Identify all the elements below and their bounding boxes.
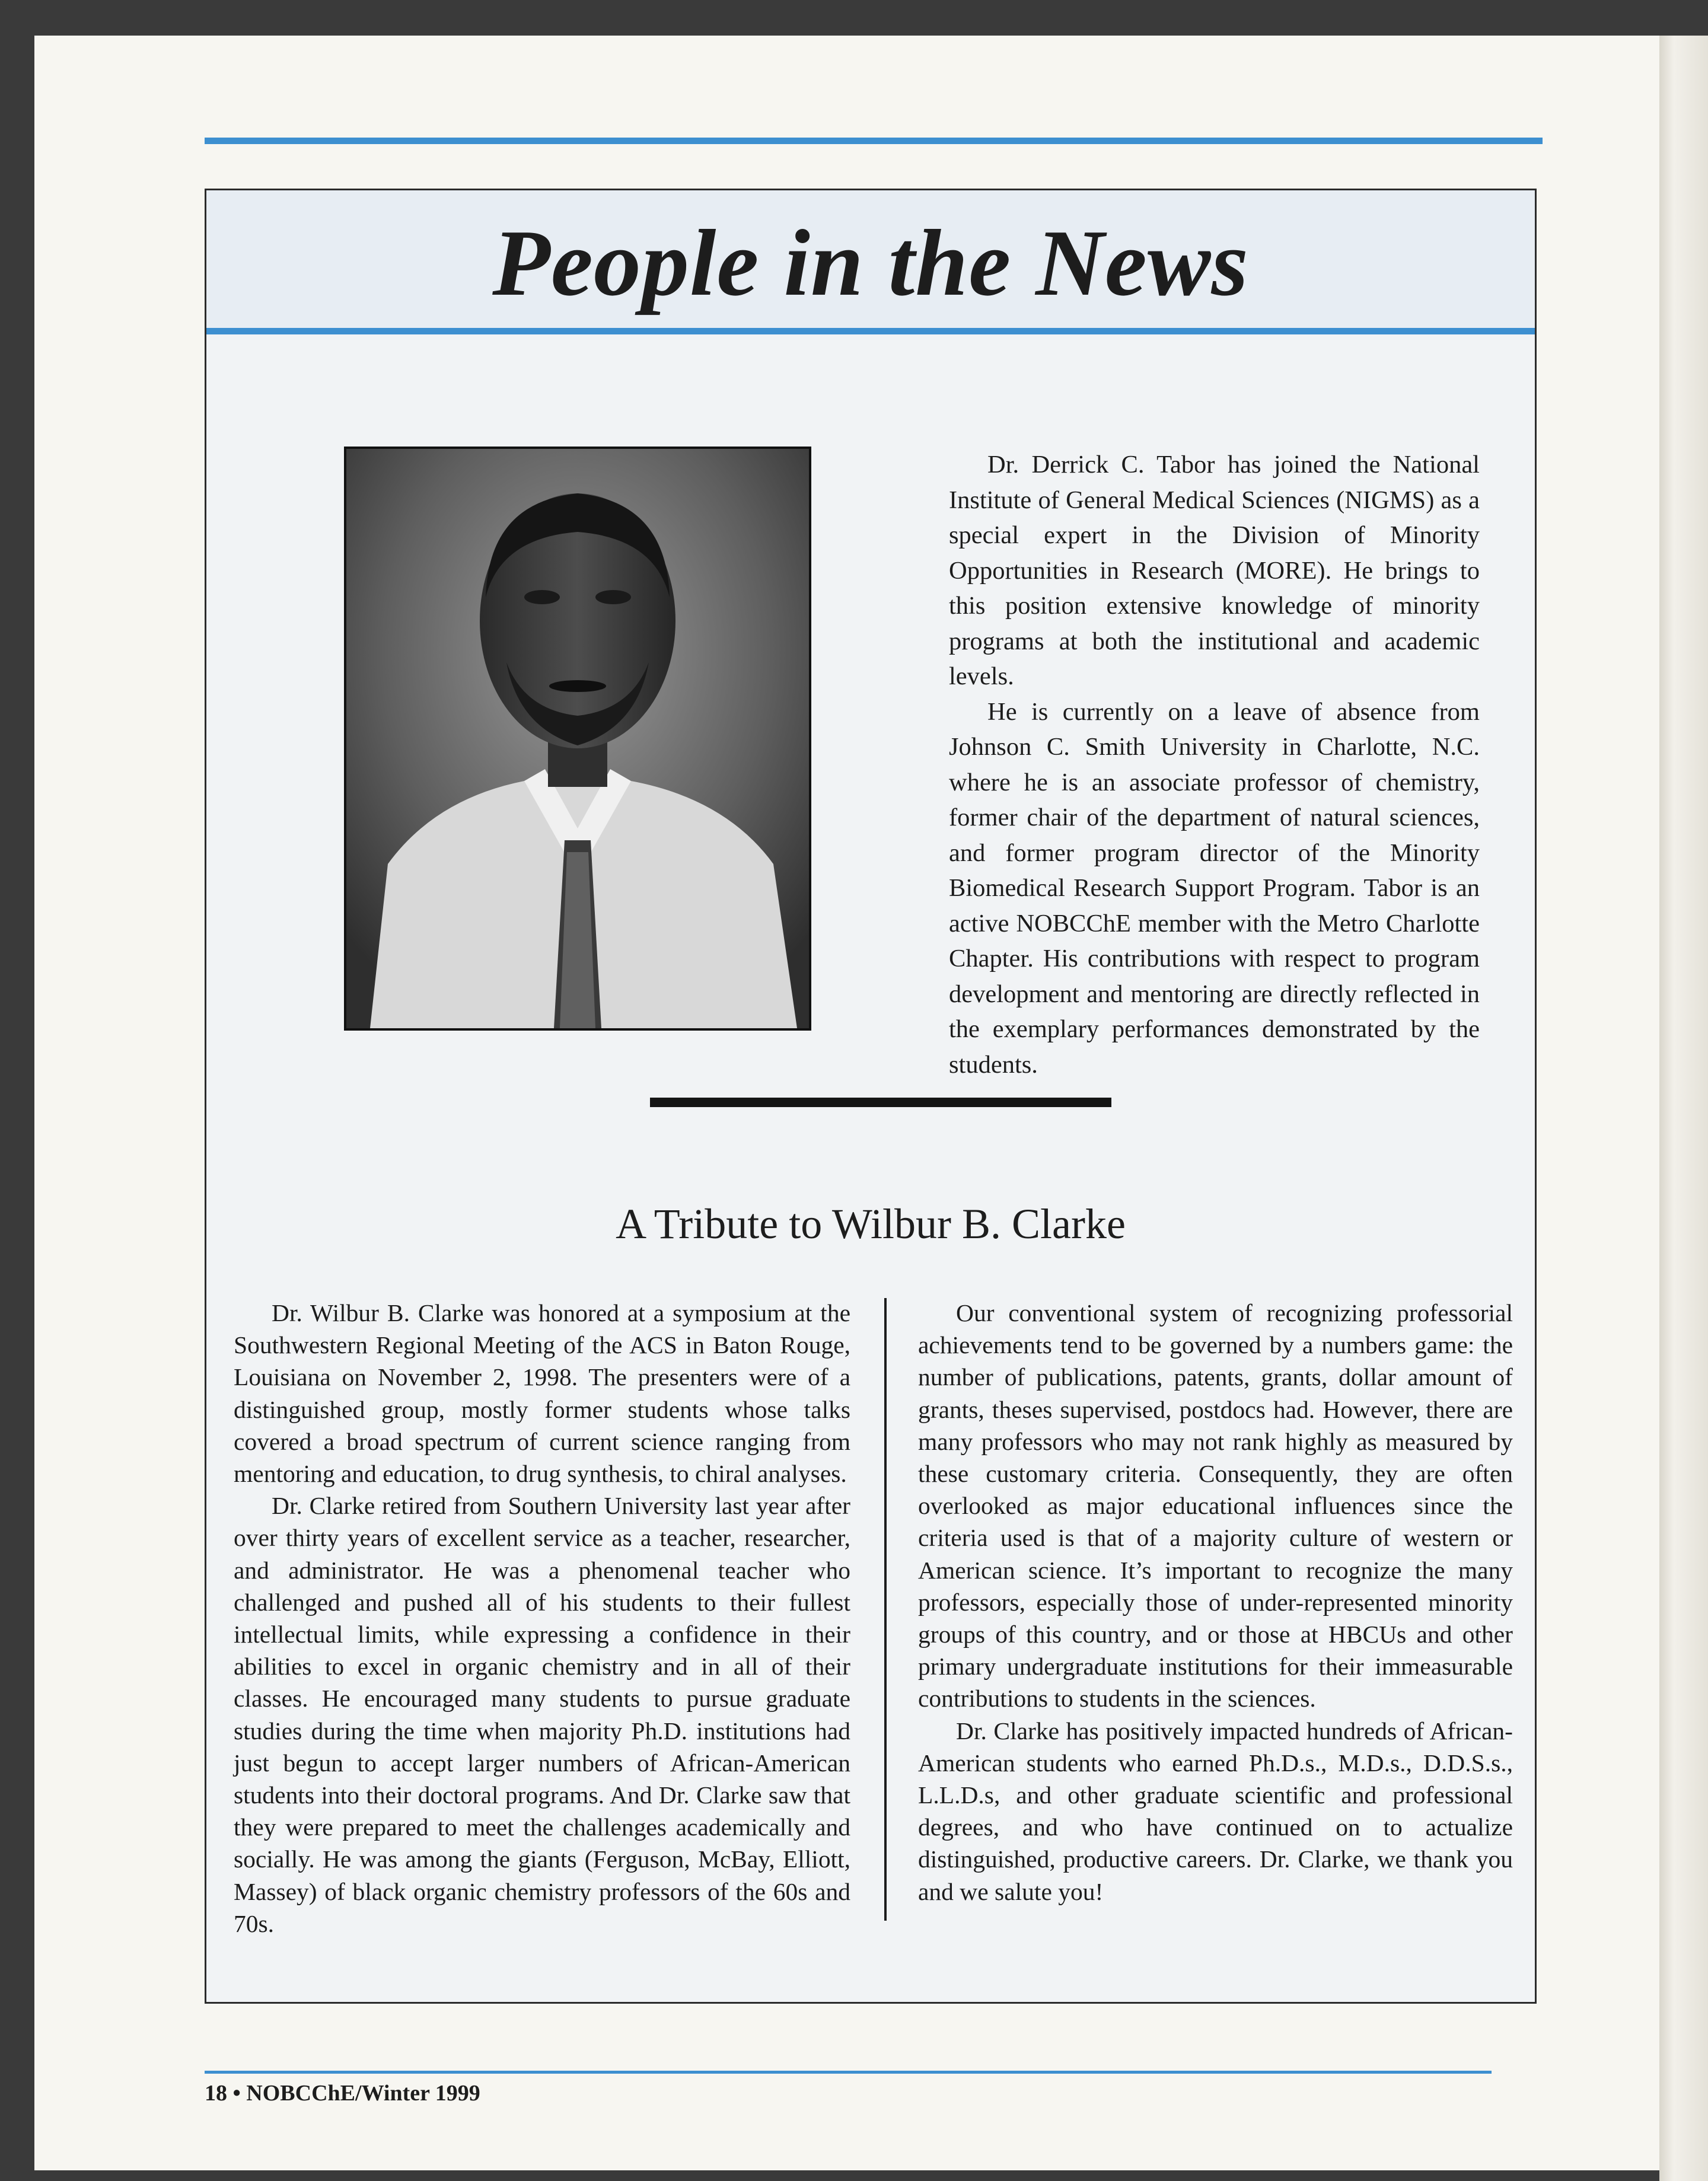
column-divider	[884, 1298, 887, 1921]
tribute-heading: A Tribute to Wilbur B. Clarke	[616, 1200, 1126, 1248]
tribute-paragraph: Dr. Clarke retired from Southern University last year after over thirty years of excellent service as a teacher, researcher, and administrator. He was a phenomenal teacher who challenged and pushed all of his students to their fullest intellectual limits, while expressing a confidence in their abilities to excel in organic chemistry and in all of their classes. He encouraged many students to pursue graduate studies during the time when majority Ph.D. institutions had just begun to accept larger numbers of African-American students into their doctoral programs. And Dr. Clarke saw that they were prepared to meet the challenges academically and socially. He was among the giants (Ferguson, McBay, Elliott, Massey) of black organic chemistry professors of the 60s and 70s.	[234, 1492, 850, 1937]
top-accent-rule	[205, 138, 1543, 144]
feature-article	[949, 447, 1480, 1082]
tribute-paragraph: Dr. Wilbur B. Clarke was honored at a symposium at the Southwestern Regional Meeting of the ACS in Baton Rouge, Louisiana on November 2, 1998. The presenters were of a distinguished group, mostly former students whose talks covered a broad spectrum of current science ranging from mentoring and education, to drug synthesis, to chiral analyses.	[234, 1299, 850, 1488]
page-title: People in the News	[492, 210, 1249, 315]
section-divider	[650, 1098, 1111, 1107]
feature-paragraph: Dr. Derrick C. Tabor has joined the National Institute of General Medical Sciences (NIGMS) as a special expert in the Division of Minority Opportunities in Research (MORE). He brings to this position extensive knowledge of minority programs at both the institutional and academic levels.	[949, 451, 1480, 690]
tribute-paragraph: Dr. Clarke has positively impacted hundreds of African-American students who earned Ph.D.s., M.D.s., D.D.S.s., L.L.D.s, and other graduate scientific and professional degrees, and who have continued on to actualize distinguished, productive careers. Dr. Clarke, we thank you and we salute you!	[918, 1717, 1513, 1905]
footer-accent-rule	[205, 2071, 1492, 2074]
portrait-image	[346, 449, 809, 1028]
feature-paragraph: He is currently on a leave of absence from Johnson C. Smith University in Charlotte, N.C. where he is an associate professor of chemistry, former chair of the department of natural sciences, and former program director of the Minority Biomedical Research Support Program. Tabor is an active NOBCChE member with the Metro Charlotte Chapter. His contributions with respect to program development and mentoring are directly reflected in the exemplary performances demonstrated by the students.	[949, 697, 1480, 1079]
title-accent-rule	[206, 328, 1535, 334]
content-panel	[205, 189, 1537, 2004]
title-band	[206, 190, 1535, 328]
page-edge	[1659, 36, 1708, 2181]
portrait-photo	[344, 447, 811, 1031]
tribute-column-left	[234, 1297, 850, 1940]
tribute-column-right	[918, 1297, 1513, 1908]
page-footer: 18 • NOBCChE/Winter 1999	[205, 2081, 480, 2106]
tribute-paragraph: Our conventional system of recognizing professorial achievements tend to be governed by a numbers game: the number of publications, patents, grants, dollar amount of grants, theses supervised, postdocs had. However, there are many professors who may not rank highly as measured by these customary criteria. Consequently, they are often overlooked as major educational influences since the criteria used is that of a majority culture of western or American science. It’s important to recognize the many professors, especially those of under-represented minority groups of this country, and or those at HBCUs and other primary undergraduate institutions for their immeasurable contributions to students in the sciences.	[918, 1299, 1513, 1713]
